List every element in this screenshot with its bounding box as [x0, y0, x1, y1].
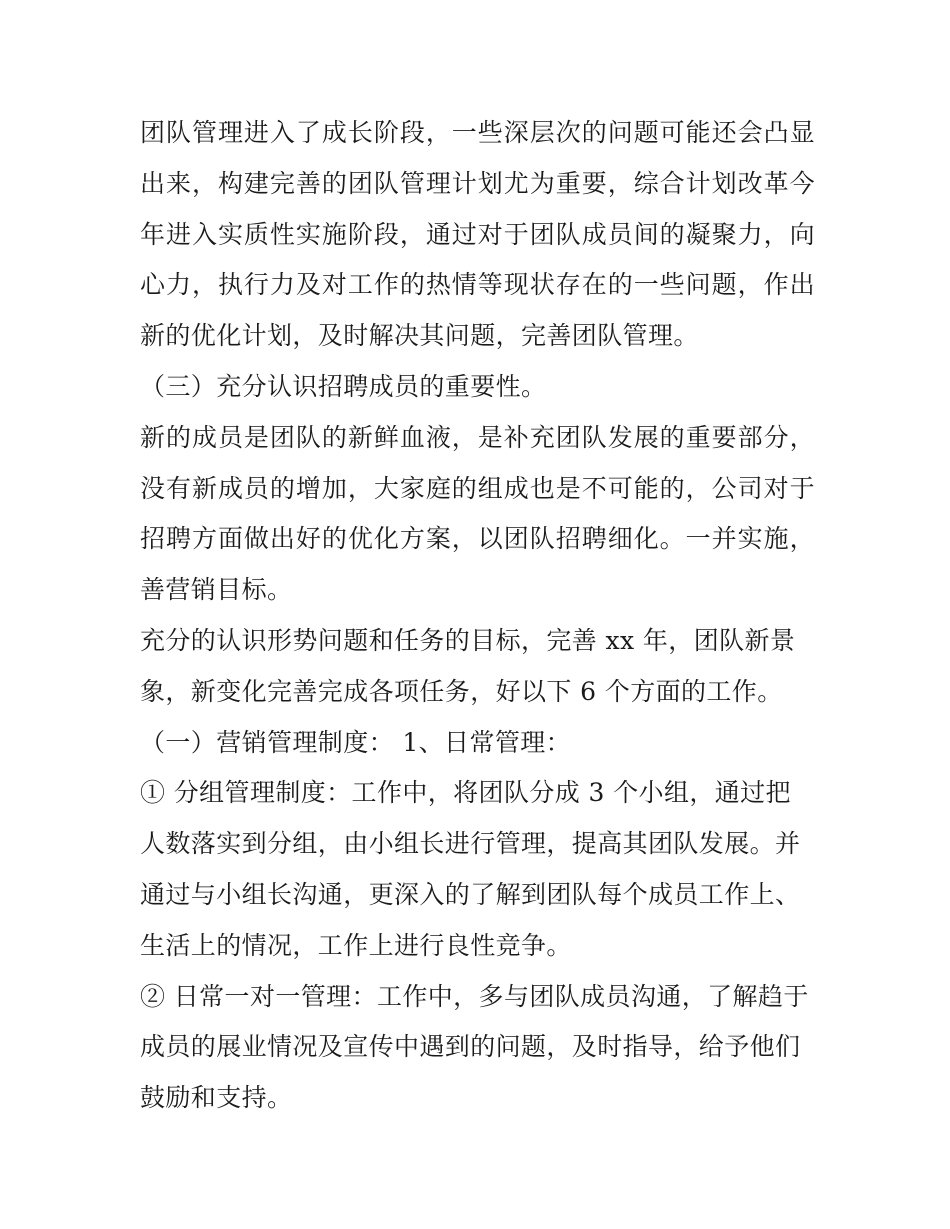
paragraph-new-members: 新的成员是团队的新鲜血液，是补充团队发展的重要部分，没有新成员的增加，大家庭的组成也是不可能的，公司对于招聘方面做出好的优化方案，以团队招聘细化。一并实施，善营销目标。: [140, 422, 815, 605]
document-page: [140, 108, 815, 1124]
heading-recruitment-importance: （三）充分认识招聘成员的重要性。: [140, 371, 547, 401]
paragraph-group-management: ① 分组管理制度：工作中，将团队分成 3 个小组，通过把人数落实到分组，由小组长进行管理，提高其团队发展。并通过与小组长沟通，更深入的了解到团队每个成员工作上、生活上的情况，工作上进行良性竞争。: [140, 778, 801, 960]
paragraph-team-management: 团队管理进入了成长阶段，一些深层次的问题可能还会凸显出来，构建完善的团队管理计划尤为重要，综合计划改革今年进入实质性实施阶段，通过对于团队成员间的凝聚力，向心力，执行力及对工作的热情等现状存在的一些问题，作出新的优化计划，及时解决其问题，完善团队管理。: [140, 118, 815, 351]
paragraph-tasks-overview: 充分的认识形势问题和任务的目标，完善 xx 年，团队新景象，新变化完善完成各项任务，好以下 6 个方面的工作。: [140, 625, 796, 706]
heading-marketing-system: （一）营销管理制度： 1、日常管理：: [140, 727, 572, 757]
paragraph-one-on-one-management: ② 日常一对一管理：工作中，多与团队成员沟通，了解趋于成员的展业情况及宣传中遇到的问题，及时指导，给予他们鼓励和支持。: [140, 981, 809, 1113]
